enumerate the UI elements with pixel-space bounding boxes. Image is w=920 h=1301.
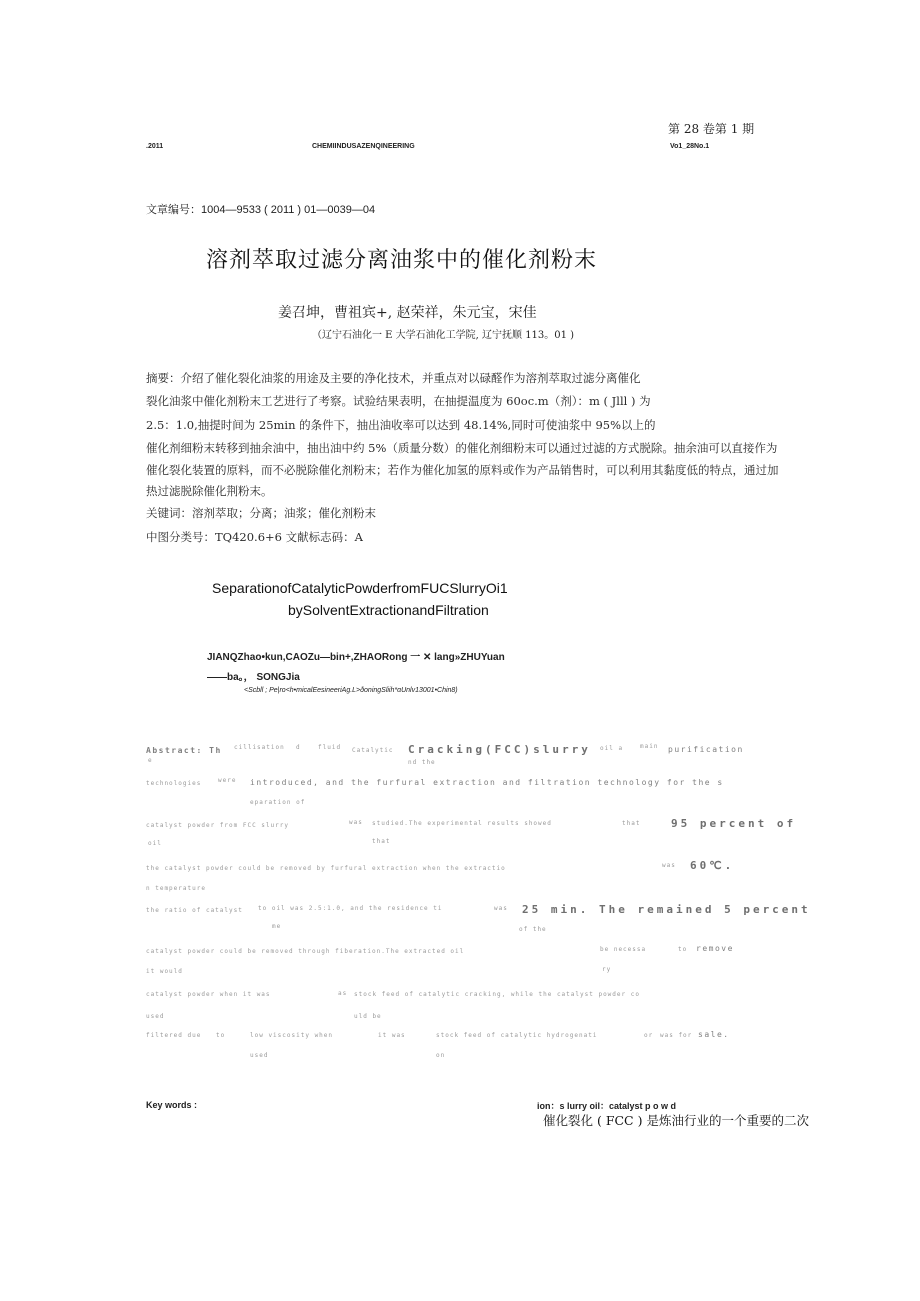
- abstract-zh-line: 2.5：1.0,抽提时间为 25min 的条件下，抽出油收率可以达到 48.14%,同时可使油浆中 95%以上的: [146, 418, 656, 432]
- abstract-zh-line: 热过滤脱除催化荆粉末。: [146, 484, 273, 498]
- keywords-en-terms: ion：s lurry oil：catalyst p o w d: [537, 1101, 677, 1111]
- abstract-zh-line: 裂化油浆中催化剂粉末工艺进行了考察。试验结果表明，在抽提温度为 60oc.m（剂）：m ( Jlll ) 为: [146, 394, 651, 408]
- body-text: 催化裂化 ( FCC ) 是炼油行业的一个重要的二次: [543, 1113, 809, 1128]
- abstract-en-fragment: be necessa: [600, 946, 647, 953]
- abstract-en-fragment: uld be: [354, 1013, 382, 1020]
- abstract-en-fragment: catalyst powder from FCC slurry: [146, 822, 289, 829]
- abstract-en-fragment: to: [216, 1032, 226, 1039]
- abstract-en-fragment: on: [436, 1052, 446, 1059]
- abstract-en-fragment: introduced, and the furfural extraction and filtration technology for the s: [250, 778, 724, 787]
- abstract-en-fragment: it was: [378, 1032, 406, 1039]
- volume-label: Vo1_28No.1: [670, 143, 710, 150]
- abstract-en-fragment: technologies: [146, 780, 202, 787]
- abstract-en-fragment: of the: [519, 926, 547, 933]
- page-title: 溶剂萃取过滤分离油浆中的催化剂粉末: [206, 248, 598, 273]
- abstract-en-fragment: was: [662, 862, 676, 869]
- abstract-en-fragment: e: [148, 757, 153, 764]
- abstract-en-fragment: 95 percent of: [671, 817, 797, 830]
- abstract-en-fragment: ry: [602, 966, 612, 973]
- abstract-en-fragment: it would: [146, 968, 183, 975]
- affiliation-en: <Scbll ; Pe|ro<h•micalEesineeriAg.L>ðoningSliih*αUnlv13001•Chin8): [244, 687, 458, 694]
- article-number: 文章编号：1004—9533 ( 2011 ) 01—0039—04: [146, 204, 376, 216]
- keywords-zh: 关键词：溶剂萃取；分离；油浆；催化剂粉末: [146, 506, 376, 520]
- abstract-en-fragment: was: [349, 819, 363, 826]
- title-en-line: SeparationofCatalyticPowderfromFUCSlurryOi1: [212, 580, 508, 596]
- abstract-en-fragment: used: [250, 1052, 269, 1059]
- abstract-en-fragment: catalyst powder when it was: [146, 991, 271, 998]
- abstract-en-fragment: the ratio of catalyst: [146, 907, 243, 914]
- abstract-en-fragment: me: [272, 923, 282, 930]
- abstract-en-fragment: 60℃.: [690, 859, 735, 872]
- abstract-en-fragment: Abstract: Th: [146, 746, 222, 755]
- abstract-en-fragment: eparation of: [250, 799, 306, 806]
- abstract-en-fragment: oil a: [600, 745, 624, 752]
- abstract-zh-line: 催化剂细粉末转移到抽余油中，抽出油中约 5%（质量分数）的催化剂细粉末可以通过过滤的方式脱除。抽余油可以直接作为: [146, 441, 778, 455]
- abstract-en-fragment: was for: [660, 1032, 693, 1039]
- abstract-en-fragment: used: [146, 1013, 165, 1020]
- authors-en-line: ——ba。， SONGJia: [207, 672, 300, 683]
- classification-zh: 中图分类号：TQ420.6+6 文献标志码：A: [146, 530, 363, 544]
- affiliation-zh: （辽宁石油化一 E 大学石油化工学院, 辽宁抚顺 113。01 ): [312, 330, 575, 341]
- abstract-en-fragment: catalyst powder could be removed through fiberation.The extracted oil: [146, 948, 465, 955]
- abstract-en-fragment: to oil was 2.5:1.0, and the residence ti: [258, 905, 443, 912]
- abstract-en-fragment: that: [372, 838, 391, 845]
- abstract-en-fragment: stock feed of catalytic cracking, while the catalyst powder co: [354, 991, 640, 998]
- abstract-en-fragment: to: [678, 946, 688, 953]
- abstract-en-fragment: stock feed of catalytic hydrogenati: [436, 1032, 598, 1039]
- abstract-en-fragment: as: [338, 990, 348, 997]
- abstract-zh-line: 催化裂化装置的原料，而不必脱除催化剂粉末；若作为催化加氢的原料或作为产品销售时，可以利用其黏度低的特点，通过加: [146, 463, 779, 477]
- year-label: .2011: [146, 143, 164, 150]
- abstract-en-fragment: sale.: [698, 1030, 730, 1039]
- abstract-en-fragment: remove: [696, 944, 734, 953]
- authors-zh: 姜召坤，曹祖宾+, 赵荣祥，朱元宝，宋佳: [278, 305, 537, 321]
- abstract-en-fragment: cillisation: [234, 744, 285, 751]
- issue-label: 第 28 卷第 1 期: [668, 122, 755, 136]
- abstract-en-fragment: nd the: [408, 759, 436, 766]
- abstract-en-fragment: oil: [148, 840, 162, 847]
- abstract-en-fragment: or: [644, 1032, 654, 1039]
- abstract-en-fragment: studied.The experimental results showed: [372, 820, 552, 827]
- abstract-en-fragment: filtered due: [146, 1032, 202, 1039]
- journal-name: CHEMIINDUSAZENQINEERING: [312, 143, 415, 150]
- abstract-en-fragment: 25 min. The remained 5 percent: [522, 903, 811, 916]
- abstract-en-fragment: the catalyst powder could be removed by furfural extraction when the extractio: [146, 865, 506, 872]
- abstract-zh-line: 摘要：介绍了催化裂化油浆的用途及主要的净化技术，并重点对以碌醛作为溶剂萃取过滤分离催化: [146, 371, 641, 385]
- authors-en-line: JIANQZhao•kun,CAOZu—bin+,ZHAORong 一 ✕ lang»ZHUYuan: [207, 652, 505, 663]
- abstract-en-fragment: d: [296, 744, 301, 751]
- abstract-en-fragment: n temperature: [146, 885, 206, 892]
- abstract-en-fragment: were: [218, 777, 237, 784]
- abstract-en-fragment: Catalytic: [352, 747, 394, 754]
- title-en-line: bySolventExtractionandFiltration: [288, 602, 489, 618]
- keywords-en-label: Key words :: [146, 1100, 198, 1110]
- abstract-en-fragment: that: [622, 820, 641, 827]
- abstract-en-fragment: main: [640, 743, 659, 750]
- abstract-en-fragment: purification: [668, 745, 744, 754]
- abstract-en-fragment: Cracking(FCC)slurry: [408, 743, 591, 756]
- abstract-en-fragment: fluid: [318, 744, 342, 751]
- abstract-en-fragment: low viscosity when: [250, 1032, 334, 1039]
- abstract-en-fragment: was: [494, 905, 508, 912]
